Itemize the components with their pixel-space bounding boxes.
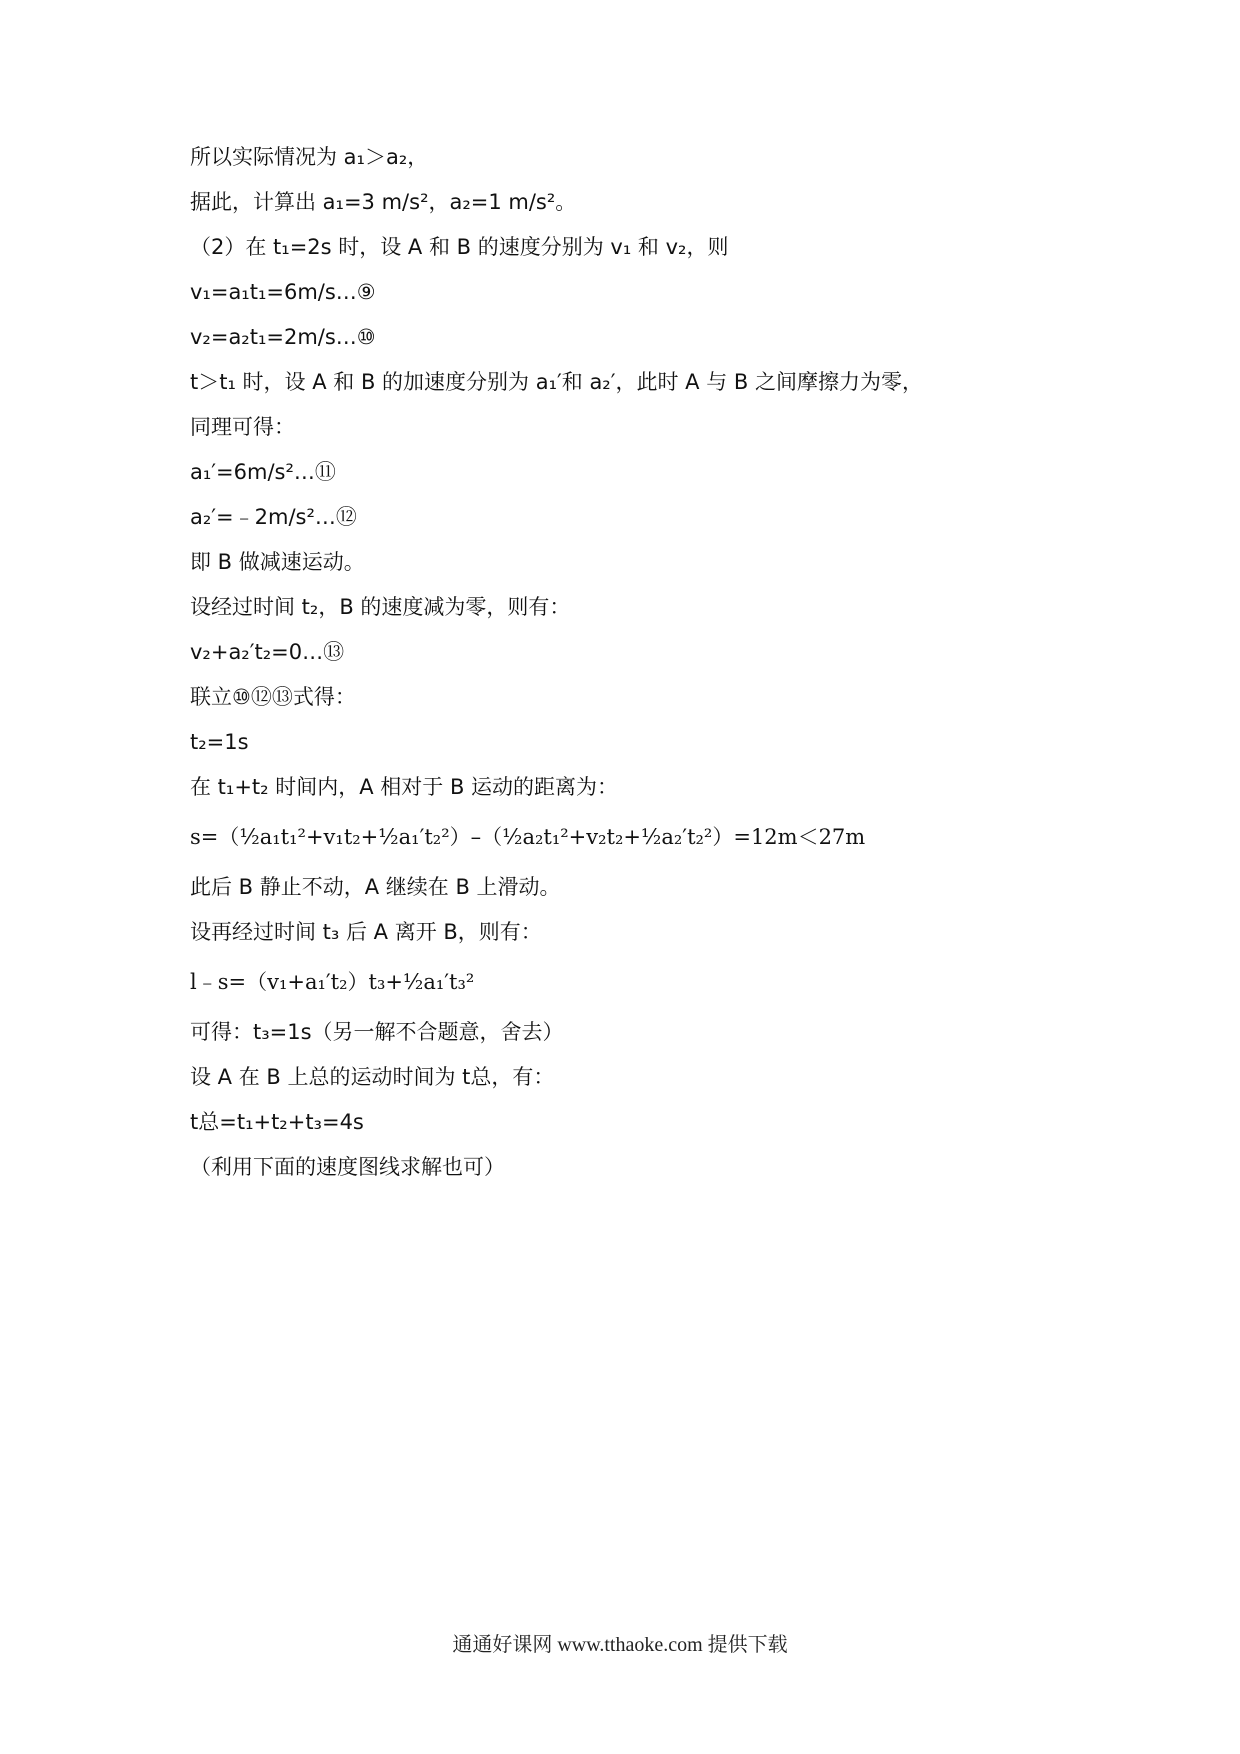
equation-9: v₁=a₁t₁=6m/s…⑨ xyxy=(190,280,376,304)
text-line: 所以实际情况为 a₁＞a₂， xyxy=(190,145,429,169)
text-line: （利用下面的速度图线求解也可） xyxy=(190,1155,505,1179)
text-line: 即 B 做减速运动。 xyxy=(190,550,365,574)
text-line: 可得：t₃=1s（另一解不合题意，舍去） xyxy=(190,1020,564,1044)
text-line: 在 t₁+t₂ 时间内，A 相对于 B 运动的距离为： xyxy=(190,775,619,799)
text-line: （2）在 t₁=2s 时，设 A 和 B 的速度分别为 v₁ 和 v₂，则 xyxy=(190,235,729,259)
equation-10: v₂=a₂t₁=2m/s…⑩ xyxy=(190,325,376,349)
text-line: 设 A 在 B 上总的运动时间为 t总，有： xyxy=(190,1065,555,1089)
equation-11: a₁′=6m/s²…⑪ xyxy=(190,460,336,484)
text-line: 设再经过时间 t₃ 后 A 离开 B，则有： xyxy=(190,920,542,944)
text-line: 联立⑩⑫⑬式得： xyxy=(190,685,356,709)
equation-13: v₂+a₂′t₂=0…⑬ xyxy=(190,640,345,664)
text-line: 据此，计算出 a₁=3 m/s²，a₂=1 m/s²。 xyxy=(190,190,577,214)
time-formula: l﹣s=（v₁+a₁′t₂）t₃+½a₁′t₃² xyxy=(190,970,475,994)
text-line: t总=t₁+t₂+t₃=4s xyxy=(190,1110,364,1134)
text-line: 同理可得： xyxy=(190,415,295,439)
page-footer: 通通好课网 www.tthaoke.com 提供下载 xyxy=(452,1634,788,1656)
distance-formula: s=（½a₁t₁²+v₁t₂+½a₁′t₂²）–（½a₂t₁²+v₂t₂+½a₂′t₂²）=12m＜27m xyxy=(190,825,866,849)
text-line: t＞t₁ 时，设 A 和 B 的加速度分别为 a₁′和 a₂′，此时 A 与 B 之间摩擦力为零， xyxy=(190,370,923,394)
equation-12: a₂′=﹣2m/s²…⑫ xyxy=(190,505,357,529)
text-line: 此后 B 静止不动，A 继续在 B 上滑动。 xyxy=(190,875,561,899)
text-line: t₂=1s xyxy=(190,730,249,754)
text-line: 设经过时间 t₂，B 的速度减为零，则有： xyxy=(190,595,571,619)
